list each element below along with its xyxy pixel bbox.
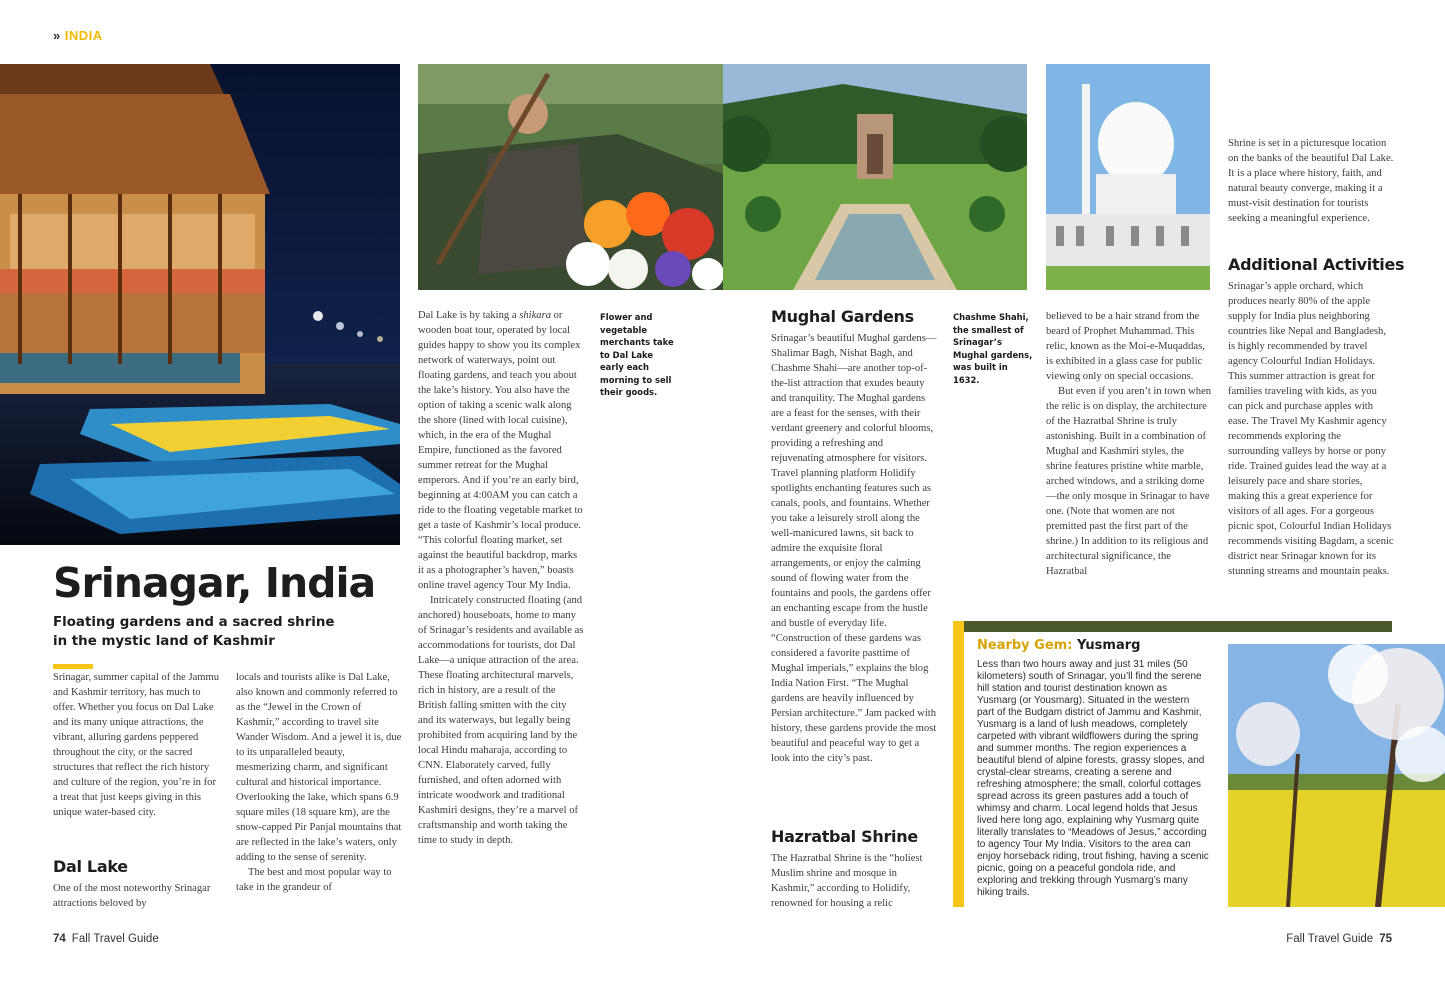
intro-column <box>53 670 221 820</box>
nearby-gem-label: Nearby Gem: <box>977 638 1073 653</box>
section-label <box>53 28 103 43</box>
title-accent-bar <box>53 664 93 669</box>
additional-activities-heading: Additional Activities <box>1228 255 1405 274</box>
relic-paragraph: believed to be a hair strand from the beard of Prophet Muhammad. This relic, known as the Moi-e-Muqaddas, is exhibited in a glass case for public viewing only on special occasions. <box>1046 311 1205 382</box>
shikara-term: shikara <box>519 310 551 321</box>
flower-merchant-photo <box>418 64 723 290</box>
section-name: INDIA <box>64 28 103 43</box>
dal-lake-paragraph-1: locals and tourists alike is Dal Lake, also known and commonly referred to as the “Jewel in the Crown of Kashmir,” according to travel site Wander Wisdom. And a jewel it is, due to its unparalleled beauty, mesmerizing charm, and significant cultural and historical importance. Overlooking the lake, which spans 6.9 square miles (18 square km), are the snow-capped Pir Panjal mountains that are reflected in the lake’s waters, only adding to the sense of serenity. <box>236 672 402 863</box>
dal-lake-text-col1 <box>53 881 221 911</box>
houseboat-photo <box>0 64 400 545</box>
footer-right <box>1286 933 1392 945</box>
flower-merchant-caption: Flower and vegetable merchants take to Dal Lake early each morning to sell their goods. <box>600 312 674 397</box>
mughal-gardens-column <box>771 331 937 766</box>
sidebar-top-bar <box>953 621 1392 632</box>
shrine-location-paragraph: Shrine is set in a picturesque location on the banks of the beautiful Dal Lake. It is a place where history, faith, and natural beauty converge, making it a must-visit destination for tourists seeking a meaningful experience. <box>1228 138 1394 224</box>
footer-left <box>53 933 159 945</box>
hazratbal-column-start <box>771 851 937 911</box>
column-3 <box>418 308 584 848</box>
chashme-shahi-caption: Chashme Shahi, the smallest of Srinagar’s Mughal gardens, was built in 1632. <box>953 312 1033 385</box>
additional-activities-paragraph: Srinagar’s apple orchard, which produces nearly 80% of the apple supply for India plus neighboring countries like Nepal and Bangladesh, is highly recommended by travel agency Colourful Indian Holidays. This summer attraction is great for families traveling with kids, as you can pick and purchase apples with ease. The Travel My Kashmir agency recommends exploring the surrounding valleys by horse or pony ride. Trained guides lead the way at a leisurely pace and share stories, making this a great experience for visitors of all ages. For a gorgeous picnic spot, Colourful Indian Holidays recommends visiting Bagdam, a scenic district near Srinagar known for its stunning streams and mountain peaks. <box>1228 281 1394 577</box>
mughal-gardens-heading: Mughal Gardens <box>771 307 914 326</box>
column-6 <box>1046 309 1212 579</box>
sidebar-side-bar <box>953 621 964 907</box>
houseboat-paragraph: Intricately constructed floating (and anchored) houseboats, home to many of Srinagar’s residents and available as accommodations for tourists, dot Dal Lake—a unique attraction of the area. These floating architectural marvels, rich in history, are a result of the British falling smitten with the city and its waterways, but legally being prohibited from acquiring land by the local Hindu maharaja, according to CNN. Elaborately carved, fully furnished, and often adorned with intricate woodwork and traditional Kashmiri designs, they’re a marvel of craftsmanship and worth taking the time to study in depth. <box>418 595 584 846</box>
mughal-gardens-paragraph: Srinagar’s beautiful Mughal gardens—Shalimar Bagh, Nishat Bagh, and Chashme Shahi—are another top-of-the-list attraction that exudes beauty and tranquility. The Mughal gardens are a feast for the senses, with their verdant greenery and colorful blooms, providing a refreshing and rejuvenating atmosphere for visitors. Travel planning platform Holidify spotlights enchanting features such as canals, pools, and fountains. Whether you take a leisurely stroll along the well-manicured lawns, sit back to admire the exquisite floral arrangements, or enjoy the calming sound of flowing water from the fountains and pools, the gardens offer an enchanting escape from the hustle and bustle of everyday life. “Construction of these gardens was considered a favorite pasttime of Mughal imperials,” explains the blog India Nation First. “The Mughal gardens are heavily influenced by Persian architecture.” Jam packed with history, these gardens provide the most beautiful and peaceful way to get a look into the city’s past. <box>771 333 937 764</box>
page-number-right: 75 <box>1379 933 1392 945</box>
double-chevron-icon: » <box>53 28 61 43</box>
nearby-gem-name: Yusmarg <box>1076 638 1141 653</box>
shrine-architecture-paragraph: But even if you aren’t in town when the relic is on display, the architecture of the Hazratbal Shrine is truly astonishing. Built in a combination of Mughal and Kashmiri styles, the shrine features pristine white marble, arched windows, and a striking dome—the only mosque in Srinagar to have one. (Note that women are not premitted past the first part of the shrine.) In addition to its religious and architectural significance, the Hazratbal <box>1046 386 1212 577</box>
dal-lake-paragraph-start: One of the most noteworthy Srinagar attractions beloved by <box>53 883 211 909</box>
publication-name-right: Fall Travel Guide <box>1286 933 1374 945</box>
page-number-left: 74 <box>53 933 66 945</box>
mughal-garden-photo <box>723 64 1027 290</box>
dal-lake-heading: Dal Lake <box>53 857 128 876</box>
additional-activities-column <box>1228 279 1394 579</box>
dal-lake-paragraph-2: The best and most popular way to take in the grandeur of <box>236 867 392 893</box>
hazratbal-shrine-photo <box>1046 64 1210 290</box>
nearby-gem-text: Less than two hours away and just 31 miles (50 kilometers) south of Srinagar, you’ll find the serene hill station and tourist destination known as Yusmarg (or Yousmarg). Situated in the western part of the Budgam district of Jammu and Kashmir, Yusmarg is a land of lush meadows, completely carpeted with vibrant wildflowers during the spring and summer months. The region experiences a beautiful blend of alpine forests, grassy slopes, and crystal-clear streams, creating a serene and refreshing atmosphere; the small, colorful cottages spread across its green pastures add a touch of whimsy and charm. Local legend holds that Jesus lived here long ago, explaining why Yusmarg quite literally translates to “Meadows of Jesus,” according to agency Tour My India. Visitors to the area can enjoy horseback riding, trout fishing, having a scenic picnic, going on a peaceful gondola ride, and exploring and trekking through Yusmarg’s many hiking trails. <box>977 659 1209 898</box>
column-2 <box>236 670 402 895</box>
hazratbal-paragraph-start: The Hazratbal Shrine is the “holiest Muslim shrine and mosque in Kashmir,” according to Holidify, renowned for housing a relic <box>771 853 923 909</box>
page-title: Srinagar, India <box>53 559 376 607</box>
intro-paragraph: Srinagar, summer capital of the Jammu and Kashmir territory, has much to offer. Whether you focus on Dal Lake and its many unique attractions, the vibrant, alluring gardens peppered throughout the city, or the sacred structures that reflect the rich history and culture of the region, you’re in for a treat that just keeps giving in this unique water-based city. <box>53 672 220 818</box>
yusmarg-photo <box>1228 644 1445 907</box>
shikara-paragraph: Dal Lake is by taking a shikara or wooden boat tour, operated by local guides happy to show you its complex network of waterways, point out floating gardens, and teach you about the lake’s history. You also have the option of taking a scenic walk along the shore (lined with local cuisine), which, in the era of the Mughal Empire, functioned as the favored summer retreat for the Mughal emperors. And if you’re an early bird, beginning at 4:00AM you can catch a ride to the floating vegetable market to get a taste of Kashmir’s local produce. “This colorful floating market, set against the beautiful backdrop, marks it as a photographer’s haven,” boasts online travel agency Tour My India. <box>418 310 583 591</box>
column-7 <box>1228 136 1394 226</box>
publication-name-left: Fall Travel Guide <box>71 933 159 945</box>
hazratbal-heading: Hazratbal Shrine <box>771 827 918 846</box>
page-subtitle: Floating gardens and a sacred shrine in the mystic land of Kashmir <box>53 615 335 649</box>
nearby-gem-heading <box>977 636 1140 656</box>
